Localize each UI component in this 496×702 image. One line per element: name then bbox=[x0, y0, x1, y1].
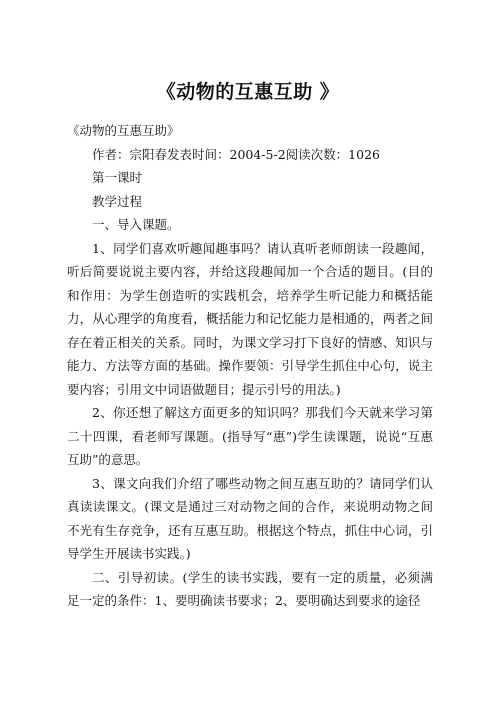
section-heading-reading: 二、引导初读。(学生的读书实践，要有一定的质量，必须满足一定的条件：1、要明确读书要求；2、要明确达到要求的途径 bbox=[67, 569, 433, 608]
document-body bbox=[67, 119, 433, 613]
document-title: 《动物的互惠互助 》 bbox=[156, 81, 340, 103]
process-heading: 教学过程 bbox=[92, 193, 143, 209]
subtitle-line: 《动物的互惠互助》 bbox=[67, 123, 180, 138]
author-info-line: 作者：宗阳春发表时间：2004-5-2阅读次数：1026 bbox=[92, 146, 380, 162]
paragraph-2: 2、你还想了解这方面更多的知识吗？那我们今天就来学习第二十四课，看老师写课题。(指导写“惠”)学生读课题，说说“互惠互助”的意思。 bbox=[67, 405, 433, 467]
lesson-heading: 第一课时 bbox=[92, 170, 143, 185]
paragraph-3: 3、课文向我们介绍了哪些动物之间互惠互助的？请同学们认真读读课文。(课文是通过三对动物之间的合作，来说明动物之间不光有生存竞争，还有互惠互助。根据这个特点，抓住中心词，引导学生开展读书实践。) bbox=[67, 475, 433, 561]
paragraph-1: 1、同学们喜欢听趣闻趣事吗？请认真听老师朗读一段趣闻，听后简要说说主要内容，并给这段趣闻加一个合适的题目。(目的和作用：为学生创造听的实践机会，培养学生听记能力和概括能力，从心理学的角度看，概括能力和记忆能力是相通的，两者之间存在着正相关的关系。同时，为课文学习打下良好的情感、知识与能力、方法等方面的基础。操作要领：引导学生抓住中心句，说主要内容；引用文中词语做题目；提示引号的用法。) bbox=[67, 240, 433, 397]
section-heading-intro: 一、导入课题。 bbox=[92, 217, 180, 232]
